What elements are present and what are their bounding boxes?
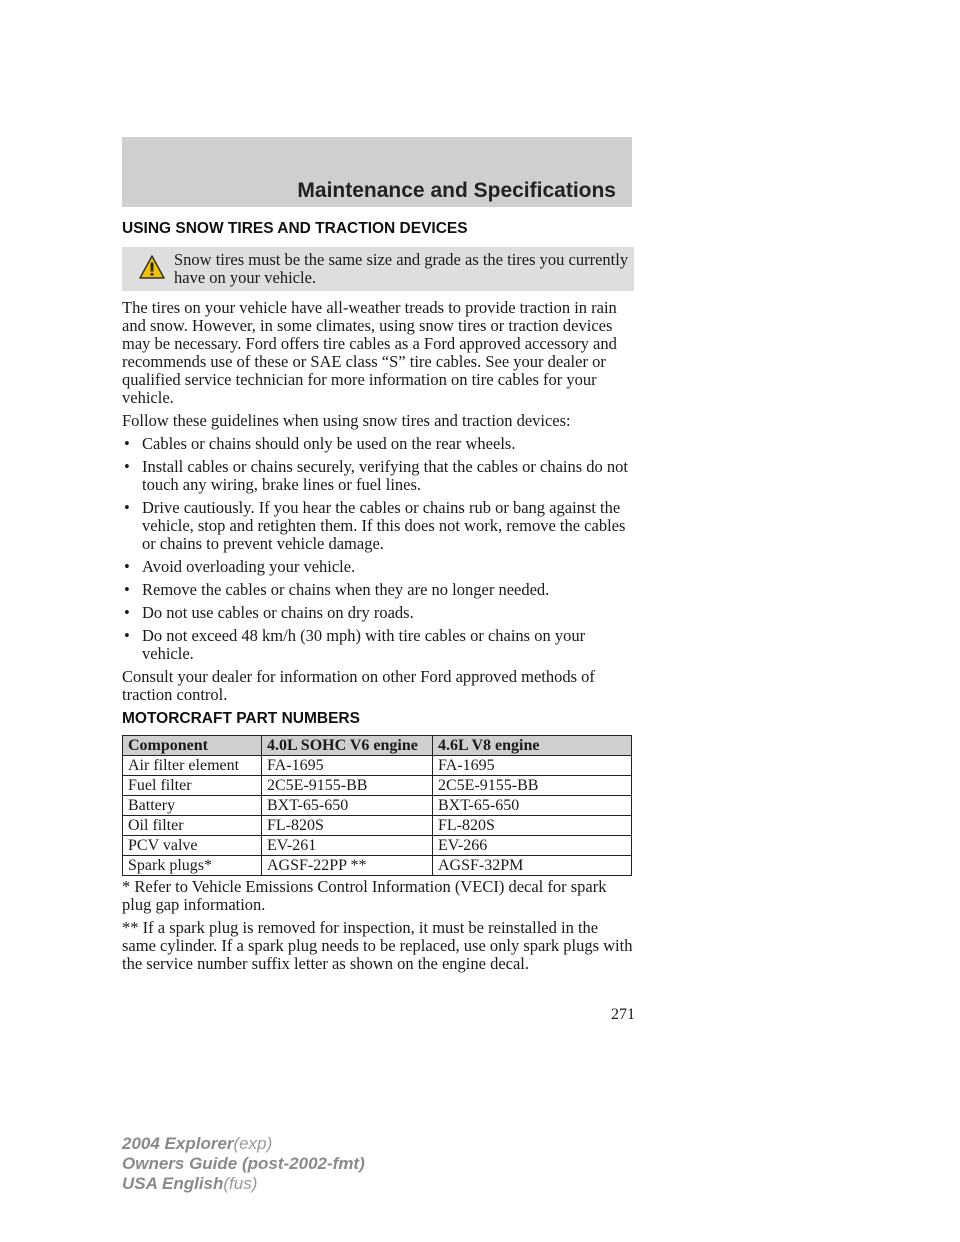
table-cell: FA-1695	[262, 756, 433, 776]
footer-language-code: (fus)	[223, 1174, 258, 1193]
section-header-band	[122, 137, 632, 207]
list-item: • Do not use cables or chains on dry roads.	[122, 604, 634, 622]
table-cell: Spark plugs*	[123, 856, 262, 876]
table-cell: Fuel filter	[123, 776, 262, 796]
table-row	[123, 856, 632, 876]
list-item: • Install cables or chains securely, verifying that the cables or chains do not touch any wiring, brake lines or fuel lines.	[122, 458, 634, 494]
snow-paragraph-1: The tires on your vehicle have all-weather treads to provide traction in rain and snow. However, in some climates, using snow tires or traction devices may be necessary. Ford offers tire cables as a Ford approved accessory and recommends use of these or SAE class “S” tire cables. See your dealer or qualified service technician for more information on tire cables for your vehicle.	[122, 298, 617, 407]
spark-plug-note-1: * Refer to Vehicle Emissions Control Information (VECI) decal for spark plug gap information.	[122, 877, 607, 914]
table-cell: AGSF-32PM	[433, 856, 632, 876]
table-cell: FL-820S	[262, 816, 433, 836]
footer-line-2	[122, 1154, 365, 1174]
snow-tires-heading: USING SNOW TIRES AND TRACTION DEVICES	[122, 220, 468, 237]
table-row	[123, 796, 632, 816]
list-item: • Cables or chains should only be used on the rear wheels.	[122, 435, 634, 453]
table-cell: AGSF-22PP **	[262, 856, 433, 876]
table-cell: EV-261	[262, 836, 433, 856]
list-item: • Drive cautiously. If you hear the cables or chains rub or bang against the vehicle, stop and retighten them. If this does not work, remove the cables or chains to prevent vehicle damage.	[122, 499, 634, 553]
list-item: • Avoid overloading your vehicle.	[122, 558, 634, 576]
table-cell: Battery	[123, 796, 262, 816]
table-cell: PCV valve	[123, 836, 262, 856]
table-cell: Oil filter	[123, 816, 262, 836]
table-cell: BXT-65-650	[433, 796, 632, 816]
table-row	[123, 756, 632, 776]
warning-box	[122, 247, 634, 291]
table-row	[123, 836, 632, 856]
footer-guide: Owners Guide (post-2002-fmt)	[122, 1154, 365, 1173]
footer-line-3	[122, 1174, 365, 1194]
column-header-v6: 4.0L SOHC V6 engine	[262, 736, 433, 756]
footer-line-1	[122, 1134, 365, 1154]
page-content	[122, 220, 634, 978]
list-item: • Do not exceed 48 km/h (30 mph) with tire cables or chains on your vehicle.	[122, 627, 634, 663]
table-cell: 2C5E-9155-BB	[262, 776, 433, 796]
warning-icon	[138, 254, 166, 280]
table-header-row	[123, 736, 632, 756]
part-numbers-table	[122, 735, 632, 876]
table-cell: EV-266	[433, 836, 632, 856]
footer-model-code: (exp)	[233, 1134, 273, 1153]
table-row	[123, 816, 632, 836]
guidelines-list	[122, 435, 634, 663]
page-number: 271	[611, 1006, 635, 1023]
list-item: • Remove the cables or chains when they are no longer needed.	[122, 581, 634, 599]
footer	[122, 1134, 365, 1194]
table-row	[123, 776, 632, 796]
footer-language: USA English	[122, 1174, 224, 1193]
table-cell: 2C5E-9155-BB	[433, 776, 632, 796]
section-title: Maintenance and Specifications	[297, 179, 616, 202]
table-cell: FL-820S	[433, 816, 632, 836]
snow-paragraph-2: Follow these guidelines when using snow tires and traction devices:	[122, 411, 571, 430]
table-cell: BXT-65-650	[262, 796, 433, 816]
table-cell: FA-1695	[433, 756, 632, 776]
footer-model: 2004 Explorer	[122, 1134, 234, 1153]
column-header-component: Component	[123, 736, 262, 756]
spark-plug-note-2: ** If a spark plug is removed for inspection, it must be reinstalled in the same cylinder. If a spark plug needs to be replaced, use only spark plugs with the service number suffix letter as shown on the engine decal.	[122, 918, 633, 973]
part-numbers-heading: MOTORCRAFT PART NUMBERS	[122, 710, 360, 727]
snow-paragraph-3: Consult your dealer for information on other Ford approved methods of traction control.	[122, 667, 595, 704]
column-header-v8: 4.6L V8 engine	[433, 736, 632, 756]
table-cell: Air filter element	[123, 756, 262, 776]
warning-text: Snow tires must be the same size and grade as the tires you currently have on your vehicle.	[174, 250, 629, 287]
